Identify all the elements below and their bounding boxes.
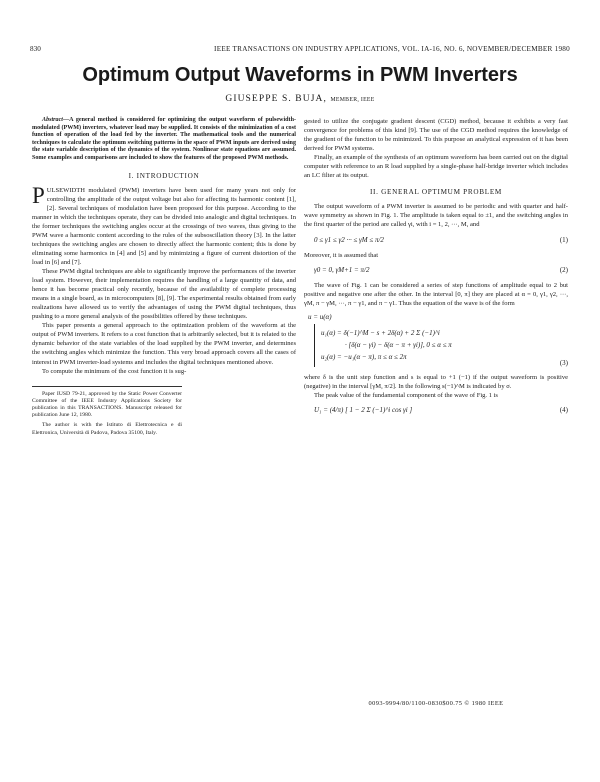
right-paragraph-1: gested to utilize the conjugate gradient descent (CGD) method, because it exhibits a very fast convergence for problems of this kind [9]. The use of the CGD method requires the knowledge of the gradient of the function to be minimized. To this purpose an analytical expression of it has been derived for PWM systems. (304, 118, 568, 153)
equation-3-line-c: u₂(α) = −u₁(α − π), π ≤ α ≤ 2π (321, 352, 407, 361)
equation-4-body: U₁ = (4/π) [ 1 − 2 Σ (−1)^i cos γi ] (314, 406, 413, 415)
equation-3-line-a: u₁(α) = δ(−1)^M − s + 2δ(α) + 2 Σ (−1)^i (321, 328, 440, 337)
right-column (304, 117, 568, 421)
abstract-label: Abstract (42, 117, 63, 123)
equation-2-number: (2) (559, 265, 568, 274)
left-column (32, 117, 296, 440)
section-heading-general-problem: II. GENERAL OPTIMUM PROBLEM (369, 188, 503, 197)
equation-3-lead: u = u(α) (308, 312, 332, 321)
intro-paragraph-2: These PWM digital techniques are able to significantly improve the performances of the inverter load system. However, their implementation requires the handling of a large quantity of data, and hence it has become practical only recently, because of the availability of complete processing means in a single board, as in microcomputers [8], [9]. The experimental results obtained from early realizations have allowed us to verify the advantages of using the PWM digital techniques, thus pushing to a more general analysis of the possibilities offered by these techniques. (32, 268, 296, 321)
copyright-footer: 0093-9994/80/1100-0830$00.75 © 1980 IEEE (368, 700, 504, 707)
equation-3-number: (3) (559, 358, 568, 367)
equation-3-line-b: · [δ(α − γi) − δ(α − π + γi)], 0 ≤ α ≤ π (345, 340, 452, 349)
equation-1-number: (1) (559, 235, 568, 244)
moreover-line: Moreover, it is assumed that (304, 251, 379, 259)
abstract-text: —A general method is considered for optimizing the output waveform of pulsewidth-modulated (PWM) inverters, whatever load may be supplied. It consists of the minimization of a cost function of operation of the load fed by the inverter. The mathematical tools and the numerical techniques to calculate the optimum switching patterns in the space of PWM inputs are derived using the state variable description of the dynamics of the system. Nonlinear state equations are assumed. Some examples and comparisons are included to show the features of the proposed PWM methods. (32, 117, 296, 161)
equation-2 (304, 266, 568, 275)
intro-paragraph-3: This paper presents a general approach to the optimization problem of the waveform at the output of PWM inverters. It refers to a cost function that is arbitrarily selected, but it is related to the dynamic behavior of the state variables of the load supplied by the PWM inverter, and determines the switching angles which minimize the function. This very broad approach covers all the cases of interest in PWM inverter-load systems and includes the digital techniques mentioned above. (32, 322, 296, 366)
footnote-affiliation: The author is with the Istituto di Elettrotecnica e di Elettronica, Università di Padova, Padova 35100, Italy. (32, 422, 182, 436)
right-paragraph-6: The peak value of the fundamental component of the wave of Fig. 1 is (314, 392, 498, 400)
right-paragraph-5: where δ is the unit step function and s is equal to +1 (−1) if the output waveform is positive (negative) in the interval [γM, π/2]. In the following s(−1)^M is indicated by σ. (304, 374, 568, 391)
paper-title: Optimum Output Waveforms in PWM Inverters (82, 64, 518, 86)
equation-4-number: (4) (559, 406, 568, 415)
intro-paragraph-4: To compute the minimum of the cost function it is sug- (42, 367, 187, 375)
right-paragraph-3: The output waveform of a PWM inverter is assumed to be periodic and with quarter and half-wave symmetry as shown in Fig. 1. The amplitude is taken equal to ±1, and the switching angles in the first quarter of the period are called γi, with i = 1, 2, ···, M, and (304, 203, 568, 229)
page-number: 830 (30, 45, 41, 53)
drop-cap: P (32, 182, 45, 208)
section-heading-introduction: I. INTRODUCTION (128, 171, 200, 180)
equation-3 (304, 313, 568, 368)
running-header (30, 45, 570, 57)
running-head: IEEE TRANSACTIONS ON INDUSTRY APPLICATIONS, VOL. IA-16, NO. 6, NOVEMBER/DECEMBER 1980 (214, 45, 570, 53)
intro-paragraph-1: PULSEWIDTH modulated (PWM) inverters have been used for many years not only for controlling the amplitude of the output voltage but also for affecting its harmonic content [1], [2]. Several techniques of modulation have been proposed for this purpose. According to the manner in which the techniques operate, they can be divided into analogic and digital techniques. In the former techniques the switching angles occur at the crossings of two waves, thus giving to the PWM wave a harmonic content according to the rules of the subsoscillation theory [3]. In the latter techniques the switching angles are chosen to directly affect the harmonic content; this is done by eliminating some harmonics in [4] and [5] and by minimizing a figure of current distortion of the load in [6] and [7]. (32, 182, 296, 266)
equation-1-body: 0 ≤ γ1 ≤ γ2 ··· ≤ γM ≤ π/2 (314, 235, 384, 244)
right-paragraph-4: The wave of Fig. 1 can be considered a series of step functions of amplitude equal to 2 but positive and negative one after the other. In the interval [0, π] they are placed at α = 0, γ1, γ2, ···, γM, π − γM, ···, π − γ1, and π − γ1. Thus the equation of the wave is of the form (304, 281, 568, 307)
equation-1 (304, 236, 568, 245)
author-name: GIUSEPPE S. BUJA, (225, 94, 327, 104)
footnotes (32, 386, 182, 437)
footnote-manuscript: Paper IUSD 79-21, approved by the Static Power Converter Committee of the IEEE Industry Applications Society for publication in this TRANSACTIONS. Manuscript released for publication June 12, 1980. (32, 390, 182, 419)
abstract (32, 117, 296, 163)
right-paragraph-2: Finally, an example of the synthesis of an optimum waveform has been carried out on the digital computer with reference to an R load supplied by a single-phase half-bridge inverter which includes an LC filter at its output. (304, 154, 568, 180)
equation-2-body: γ0 = 0, γM+1 = π/2 (314, 265, 370, 274)
author-membership: MEMBER, IEEE (330, 97, 375, 103)
author-line (30, 94, 570, 104)
equation-4 (304, 406, 568, 415)
